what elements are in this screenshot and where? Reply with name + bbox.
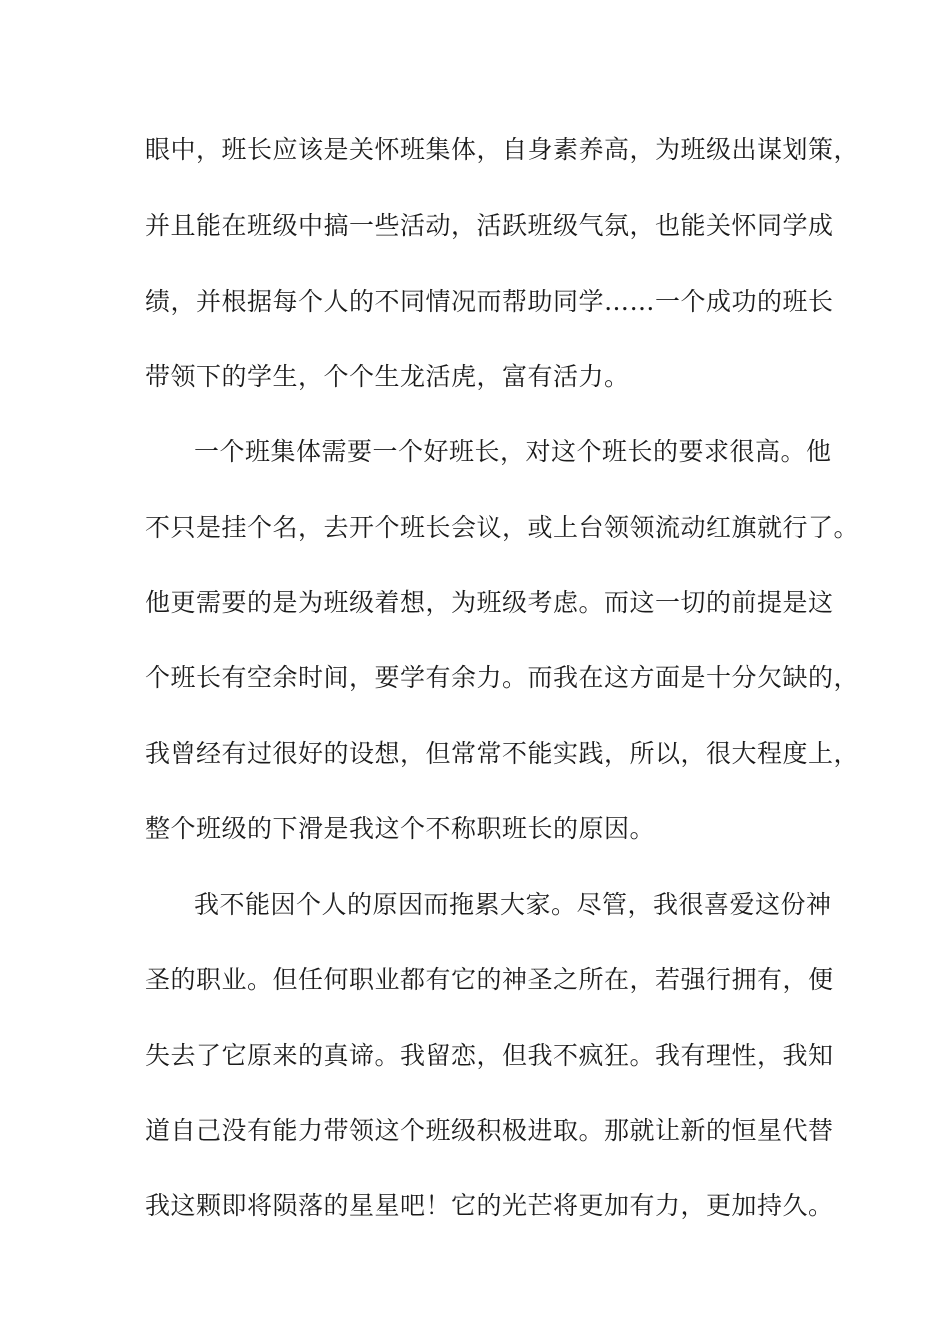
text-line: 眼中，班长应该是关怀班集体，自身素养高，为班级出谋划策， <box>145 135 860 164</box>
text-line: 我曾经有过很好的设想，但常常不能实践，所以，很大程度上， <box>145 739 860 768</box>
text-line: 并且能在班级中搞一些活动，活跃班级气氛，也能关怀同学成 <box>145 211 834 240</box>
text-line: 圣的职业。但任何职业都有它的神圣之所在，若强行拥有，便 <box>145 965 834 994</box>
paragraph-first-line: 一个班集体需要一个好班长，对这个班长的要求很高。他 <box>194 437 832 466</box>
text-line: 他更需要的是为班级着想，为班级考虑。而这一切的前提是这 <box>145 588 834 617</box>
text-line: 不只是挂个名，去开个班长会议，或上台领领流动红旗就行了。 <box>145 513 860 542</box>
text-line: 失去了它原来的真谛。我留恋，但我不疯狂。我有理性，我知 <box>145 1041 834 1070</box>
paragraph-first-line: 我不能因个人的原因而拖累大家。尽管，我很喜爱这份神 <box>194 890 832 919</box>
text-line: 带领下的学生，个个生龙活虎，富有活力。 <box>145 362 630 391</box>
text-line: 我这颗即将陨落的星星吧！它的光芒将更加有力，更加持久。 <box>145 1191 834 1220</box>
text-line: 道自己没有能力带领这个班级积极进取。那就让新的恒星代替 <box>145 1116 834 1145</box>
text-line: 整个班级的下滑是我这个不称职班长的原因。 <box>145 814 656 843</box>
text-line: 绩，并根据每个人的不同情况而帮助同学……一个成功的班长 <box>145 287 834 316</box>
text-line: 个班长有空余时间，要学有余力。而我在这方面是十分欠缺的， <box>145 663 860 692</box>
